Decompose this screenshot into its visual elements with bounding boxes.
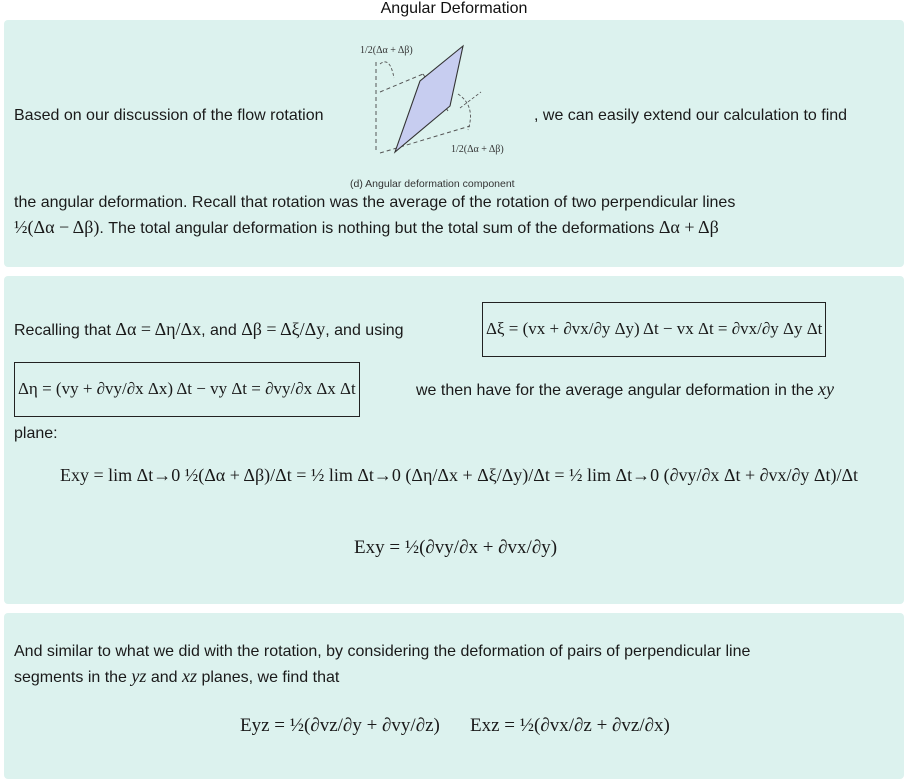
figure-caption: (d) Angular deformation component [350,178,515,190]
figure-arc-top [380,62,394,78]
page-title: Angular Deformation [380,0,528,17]
other-planes-card [4,613,904,779]
exy-limit-equation: Exy = lim Δt→0 ½(Δα + Δβ)/Δt = ½ lim Δt→0 (Δη/Δx + Δξ/Δy)/Δt = ½ lim Δt→0 (∂vy/∂x Δt + ∂vx/∂y Δt)/Δt [60,465,859,485]
figure-guide-line [460,92,481,108]
other-planes-text-a: segments in the [14,669,127,686]
derivation-intro-1: Recalling that [14,322,111,339]
derivation-line2-text: we then have for the average angular deformation in the [416,382,814,399]
figure-label-right: 1/2(Δα + Δβ) [451,144,504,155]
intro-text-before-figure: Based on our discussion of the flow rotation [14,107,324,124]
derivation-line1 [14,304,404,356]
other-planes-text-c: planes, we find that [201,669,340,686]
derivation-line3: plane: [14,425,58,442]
delta-eta-equation-box: Δη = (vy + ∂vy/∂x Δx) Δt − vy Δt = ∂vy/∂x Δx Δt [14,362,360,417]
total-deformation-expression: Δα + Δβ [658,217,719,237]
delta-beta-definition: Δβ = Δξ/Δy [241,319,326,339]
angular-deformation-figure [346,26,536,194]
figure-arc-right [458,94,470,130]
exy-result-equation: Exy = ½(∂vy/∂x + ∂vx/∂y) [354,537,558,558]
exz-equation: Exz = ½(∂vx/∂z + ∂vz/∂x) [470,715,670,736]
intro-text-line3 [14,214,719,242]
intro-text-line2: the angular deformation. Recall that rotation was the average of the rotation of two perpendicular lines [14,194,736,211]
derivation-intro-2: , and [201,322,237,339]
xz-plane-symbol: xz [182,666,198,686]
derivation-line2 [416,379,834,401]
yz-plane-symbol: yz [131,666,147,686]
deformed-element-parallelogram [395,46,463,152]
delta-alpha-definition: Δα = Δη/Δx [115,319,202,339]
other-planes-line1: And similar to what we did with the rotation, by considering the deformation of pairs of perpendicular line [14,643,751,660]
rotation-average-expression: ½(Δα − Δβ) [14,217,100,237]
derivation-intro-3: , and using [325,322,404,339]
delta-xi-equation-box: Δξ = (vx + ∂vx/∂y Δy) Δt − vx Δt = ∂vx/∂y Δy Δt [482,302,826,357]
intro-text-after-figure: , we can easily extend our calculation to find [534,107,848,124]
intro-text-line3-body: . The total angular deformation is nothing but the total sum of the deformations [99,220,655,237]
other-planes-line2 [14,666,339,688]
figure-label-top: 1/2(Δα + Δβ) [360,45,413,56]
xy-plane-symbol: xy [818,379,835,399]
other-planes-text-b: and [150,669,178,686]
eyz-equation: Eyz = ½(∂vz/∂y + ∂vy/∂z) [240,715,440,736]
